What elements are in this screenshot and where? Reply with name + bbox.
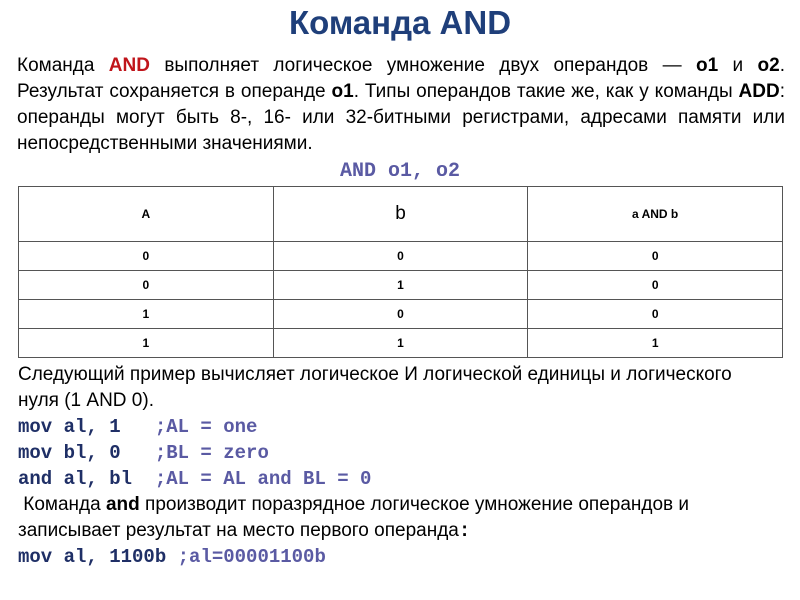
page-title: Команда AND (288, 4, 512, 41)
code-line-last (18, 544, 778, 570)
truth-table (18, 186, 783, 358)
example-intro-cont: нуля (1 AND 0). (18, 390, 154, 411)
intro-text-4: . Результат сохраняется в операнде (17, 55, 785, 102)
truth-table-header (19, 187, 783, 242)
code-line (18, 466, 778, 492)
code-comment: ;AL = one (154, 416, 258, 438)
code-instruction: mov al, 1 (18, 416, 155, 438)
intro-text-5: . Типы операндов такие же, как у команды (353, 81, 739, 102)
note-text-post: производит поразрядное логическое умножение операндов и записывает результат на место первого операнда (18, 494, 690, 541)
table-cell: 1 (273, 329, 528, 358)
table-cell: 1 (528, 329, 783, 358)
code-line (18, 414, 778, 440)
note-text-pre: Команда (18, 494, 106, 515)
header-a: A (19, 187, 274, 242)
intro-text-2: выполняет логическое умножение двух операндов — (149, 55, 696, 76)
code-instruction: mov al, 1100b (18, 546, 178, 568)
table-cell: 1 (19, 300, 274, 329)
operand-o1: o1 (695, 55, 719, 76)
intro-paragraph (17, 53, 785, 157)
code-instruction: and al, bl (18, 468, 155, 490)
operand-o1-result: o1 (331, 81, 354, 102)
code-comment: ;BL = zero (154, 442, 269, 464)
example-section (18, 362, 778, 570)
table-cell: 0 (273, 300, 528, 329)
code-comment: ;al=00001100b (177, 546, 326, 568)
code-instruction: mov bl, 0 (18, 442, 155, 464)
note-colon: : (458, 520, 471, 542)
intro-text-6: : операнды могут быть 8-, 16- или 32-битными регистрами, адресами памяти или непосредственными значениями. (17, 81, 785, 154)
table-cell: 0 (19, 242, 274, 271)
header-b: b (273, 187, 528, 242)
explanation-note (18, 492, 778, 544)
header-a-and-b: a AND b (528, 187, 783, 242)
table-cell: 0 (19, 271, 274, 300)
table-cell: 0 (528, 271, 783, 300)
intro-text-1: Команда (17, 55, 109, 76)
table-row (19, 329, 783, 358)
intro-text-3: и (718, 55, 758, 76)
table-row (19, 271, 783, 300)
keyword-and: AND (108, 55, 150, 76)
table-row (19, 242, 783, 271)
keyword-add: ADD (738, 81, 780, 102)
keyword-and-lower: and (105, 494, 140, 515)
table-cell: 1 (273, 271, 528, 300)
syntax-line: AND o1, o2 (339, 160, 461, 183)
table-cell: 1 (19, 329, 274, 358)
table-cell: 0 (528, 300, 783, 329)
code-comment: ;AL = AL and BL = 0 (154, 468, 372, 490)
operand-o2: o2 (757, 55, 780, 76)
table-cell: 0 (528, 242, 783, 271)
example-intro: Следующий пример вычисляет логическое И логической единицы и логического (18, 364, 732, 385)
table-cell: 0 (273, 242, 528, 271)
code-line (18, 440, 778, 466)
table-row (19, 300, 783, 329)
